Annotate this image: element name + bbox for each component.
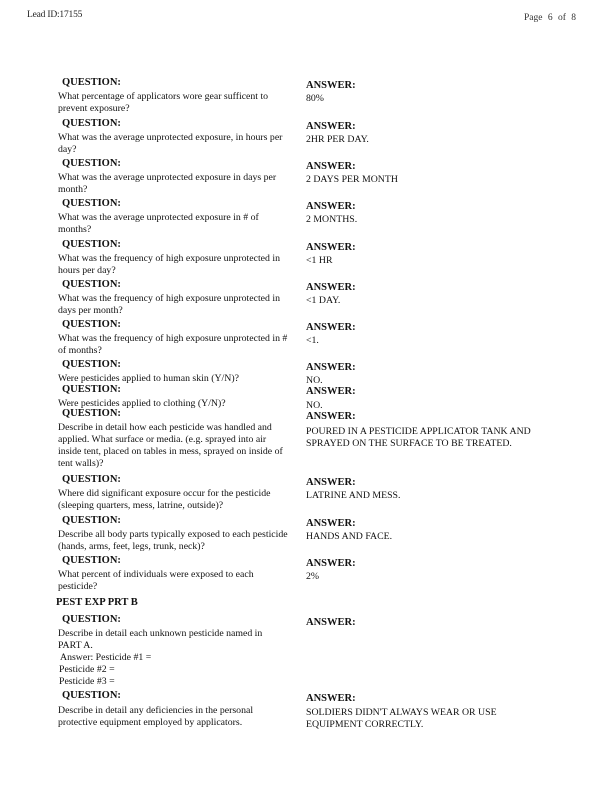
answer-label: ANSWER:	[306, 386, 356, 397]
answer-label: ANSWER:	[306, 693, 356, 704]
pesticide-1-line: Answer: Pesticide #1 =	[60, 652, 152, 663]
answer-label: ANSWER:	[306, 121, 356, 132]
answer-label: ANSWER:	[306, 322, 356, 333]
question-text: What percent of individuals were exposed to each pesticide?	[58, 569, 254, 592]
question-text: What was the frequency of high exposure unprotected in hours per day?	[58, 253, 280, 276]
question-text: Describe all body parts typically exposed to each pesticide (hands, arms, feet, legs, trunk, neck)?	[58, 529, 288, 552]
question-label: QUESTION:	[62, 77, 121, 88]
answer-text: <1 HR	[306, 255, 333, 266]
question-label: QUESTION:	[62, 239, 121, 250]
answer-text: 80%	[306, 93, 324, 104]
question-label: QUESTION:	[62, 319, 121, 330]
question-label: QUESTION:	[62, 515, 121, 526]
answer-label: ANSWER:	[306, 518, 356, 529]
pesticide-3-line: Pesticide #3 =	[59, 676, 115, 687]
question-label: QUESTION:	[62, 408, 121, 419]
pesticide-2-line: Pesticide #2 =	[59, 664, 115, 675]
question-label: QUESTION:	[62, 198, 121, 209]
answer-text: 2 DAYS PER MONTH	[306, 174, 398, 185]
answer-text: 2 MONTHS.	[306, 214, 358, 225]
section-title: PEST EXP PRT B	[56, 597, 138, 608]
question-text: Were pesticides applied to clothing (Y/N)?	[58, 398, 226, 409]
answer-label: ANSWER:	[306, 558, 356, 569]
question-text: Describe in detail how each pesticide was handled and applied. What surface or media. (e.g. sprayed into air inside tent, placed on tables in mess, sprayed on inside of tent walls)?	[58, 422, 283, 469]
question-label: QUESTION:	[62, 690, 121, 701]
question-text: Where did significant exposure occur for the pesticide (sleeping quarters, mess, latrine, outside)?	[58, 488, 271, 511]
answer-text: <1 DAY.	[306, 295, 341, 306]
answer-text: SOLDIERS DIDN'T ALWAYS WEAR OR USE EQUIPMENT CORRECTLY.	[306, 707, 497, 730]
answer-text: <1.	[306, 335, 319, 346]
question-label: QUESTION:	[62, 359, 121, 370]
question-text: What percentage of applicators wore gear sufficent to prevent exposure?	[58, 91, 269, 114]
answer-label: ANSWER:	[306, 617, 356, 628]
question-label: QUESTION:	[62, 555, 121, 566]
answer-text: POURED IN A PESTICIDE APPLICATOR TANK AND SPRAYED ON THE SURFACE TO BE TREATED.	[306, 426, 531, 449]
answer-text: 2HR PER DAY.	[306, 134, 369, 145]
answer-label: ANSWER:	[306, 80, 356, 91]
question-label: QUESTION:	[62, 118, 121, 129]
question-text: What was the frequency of high exposure unprotected in # of months?	[58, 333, 288, 356]
question-label: QUESTION:	[62, 474, 121, 485]
answer-text: NO.	[306, 400, 323, 411]
question-text: What was the average unprotected exposure, in hours per day?	[58, 132, 283, 155]
answer-text: LATRINE AND MESS.	[306, 490, 401, 501]
answer-label: ANSWER:	[306, 477, 356, 488]
page-indicator: Page 6 of 8	[524, 13, 577, 23]
question-label: QUESTION:	[62, 279, 121, 290]
answer-label: ANSWER:	[306, 362, 356, 373]
question-text: What was the frequency of high exposure unprotected in days per month?	[58, 293, 280, 316]
lead-id: Lead ID:17155	[27, 10, 83, 20]
question-text: What was the average unprotected exposure in # of months?	[58, 212, 259, 235]
answer-label: ANSWER:	[306, 201, 356, 212]
answer-label: ANSWER:	[306, 282, 356, 293]
answer-label: ANSWER:	[306, 411, 356, 422]
question-text: Were pesticides applied to human skin (Y/N)?	[58, 373, 239, 384]
question-label: QUESTION:	[62, 384, 121, 395]
answer-text: NO.	[306, 375, 323, 386]
question-label: QUESTION:	[62, 614, 121, 625]
answer-label: ANSWER:	[306, 242, 356, 253]
question-text: Describe in detail each unknown pesticide named in PART A.	[58, 628, 263, 651]
question-text: What was the average unprotected exposure in days per month?	[58, 172, 277, 195]
question-label: QUESTION:	[62, 158, 121, 169]
answer-text: HANDS AND FACE.	[306, 531, 393, 542]
answer-text: 2%	[306, 571, 320, 582]
answer-label: ANSWER:	[306, 161, 356, 172]
question-text: Describe in detail any deficiencies in the personal protective equipment employed by applicators.	[58, 705, 254, 728]
